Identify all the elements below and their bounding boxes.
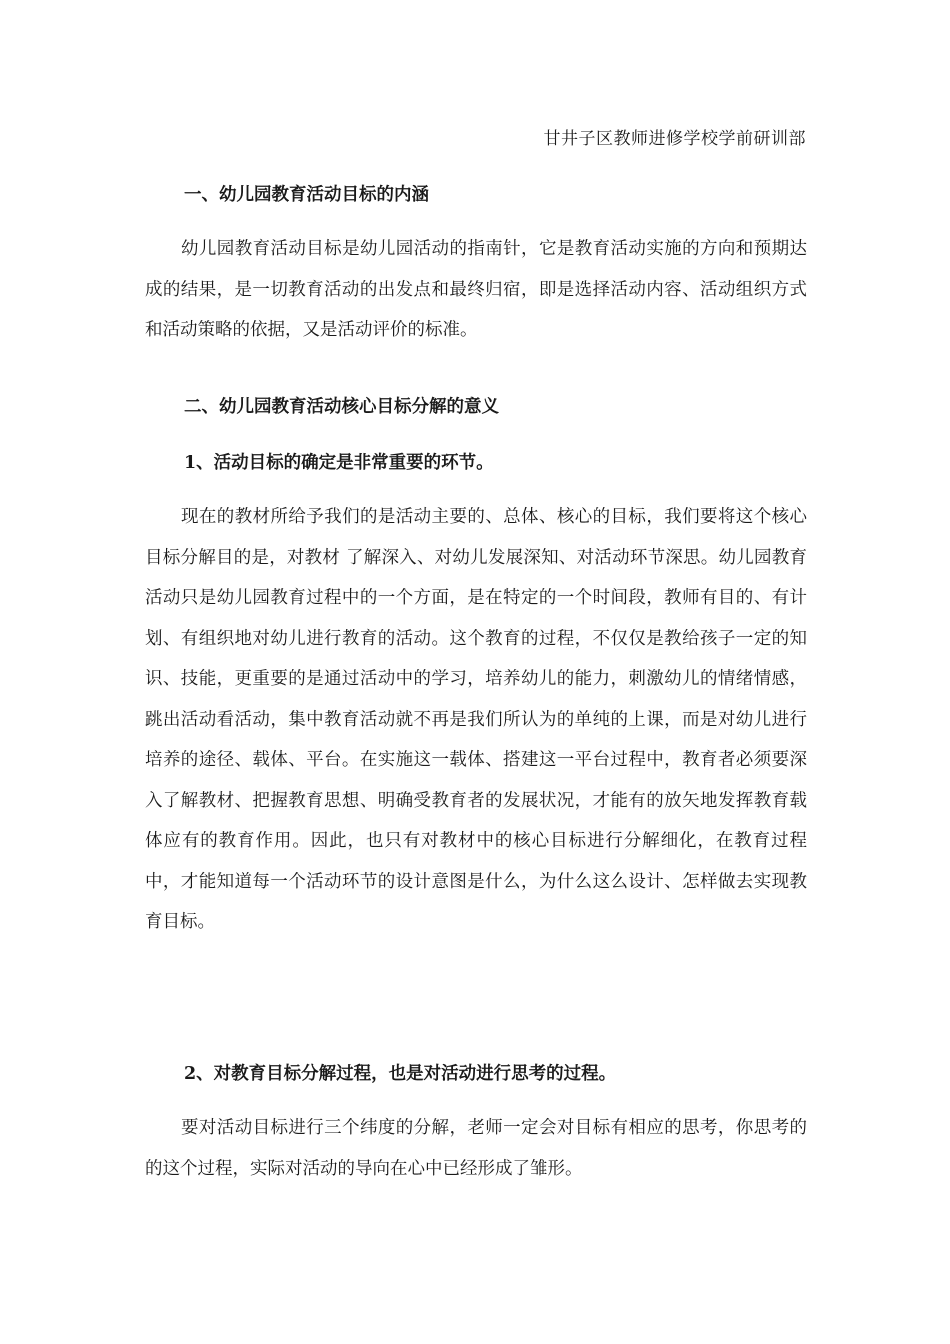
- section1-heading: 一、幼儿园教育活动目标的内涵: [184, 185, 429, 205]
- section1-paragraph: 幼儿园教育活动目标是幼儿园活动的指南针，它是教育活动实施的方向和预期达成的结果，是一切教育活动的出发点和最终归宿，即是选择活动内容、活动组织方式和活动策略的依据，又是活动评价的标准。: [145, 239, 807, 340]
- author-line: 甘井子区教师进修学校学前研训部: [543, 129, 806, 149]
- section2-heading: 二、幼儿园教育活动核心目标分解的意义: [184, 397, 499, 417]
- subsection2-paragraph: 要对活动目标进行三个纬度的分解，老师一定会对目标有相应的思考，你思考的的这个过程，实际对活动的导向在心中已经形成了雏形。: [145, 1118, 807, 1179]
- subsection1-heading: 1、活动目标的确定是非常重要的环节。: [184, 453, 494, 473]
- subsection1-paragraph: 现在的教材所给予我们的是活动主要的、总体、核心的目标，我们要将这个核心目标分解目的是，对教材 了解深入、对幼儿发展深知、对活动环节深思。幼儿园教育活动只是幼儿园教育过程中的一个方面，是在特定的一个时间段，教师有目的、有计划、有组织地对幼儿进行教育的活动。这个教育的过程，不仅仅是教给孩子一定的知识、技能，更重要的是通过活动中的学习，培养幼儿的能力，刺激幼儿的情绪情感，跳出活动看活动，集中教育活动就不再是我们所认为的单纯的上课，而是对幼儿进行培养的途径、载体、平台。在实施这一载体、搭建这一平台过程中，教育者必须要深入了解教材、把握教育思想、明确受教育者的发展状况，才能有的放矢地发挥教育载体应有的教育作用。因此，也只有对教材中的核心目标进行分解细化，在教育过程中，才能知道每一个活动环节的设计意图是什么，为什么这么设计、怎样做去实现教育目标。: [145, 507, 807, 932]
- subsection2-heading: 2、对教育目标分解过程，也是对活动进行思考的过程。: [184, 1064, 617, 1084]
